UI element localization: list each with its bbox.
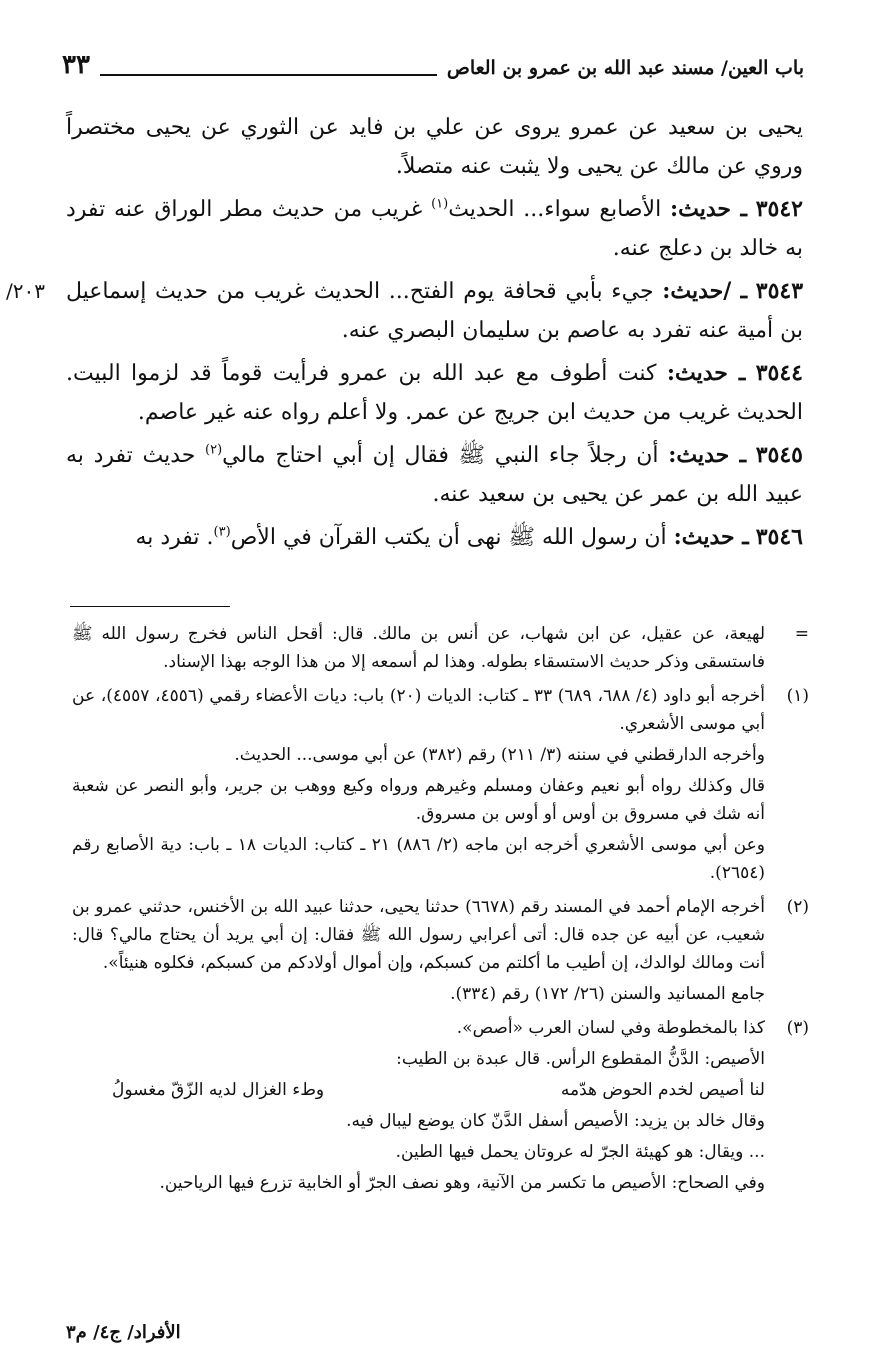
footnote-continuation bbox=[72, 620, 809, 679]
hadith-text: جيء بأبي قحافة يوم الفتح... الحديث غريب من حديث إسماعيل بن أمية عنه تفرد به عاصم بن سليمان البصري عنه. bbox=[66, 279, 803, 343]
footnote-2 bbox=[72, 893, 809, 1011]
footnote-text: لهيعة، عن عقيل، عن ابن شهاب، عن أنس بن مالك. قال: أقحل الناس فخرج رسول الله ﷺ فاستسقى وذكر حديث الاستسقاء بطوله. وهذا لم أسمعه إلا من هذا الوجه بهذا الإسناد. bbox=[72, 624, 765, 672]
footnote-text: وعن أبي موسى الأشعري أخرجه ابن ماجه (٢/ ٨٨٦) ٢١ ـ كتاب: الديات ١٨ ـ باب: دية الأصابع رقم (٢٦٥٤). bbox=[72, 835, 765, 883]
hadith-number: ٣٥٤٥ bbox=[755, 442, 803, 468]
footnote-text: جامع المسانيد والسنن (٢٦/ ١٧٢) رقم (٣٣٤). bbox=[450, 984, 765, 1004]
footnote-ref-1: (١) bbox=[431, 196, 449, 212]
poetry-verse bbox=[72, 1076, 765, 1104]
footnote-1 bbox=[72, 682, 809, 890]
footnote-text: ... ويقال: هو كهيئة الجرّ له عروتان يحمل فيها الطين. bbox=[395, 1142, 765, 1162]
footnotes bbox=[72, 620, 809, 1203]
main-text bbox=[6, 108, 804, 561]
footnote-text: الأصيص: الدَّنُّ المقطوع الرأس. قال عبدة بن الطيب: bbox=[396, 1049, 765, 1069]
verse-second-hemistich: وطء الغزال لديه الزّقّ مغسولُ bbox=[112, 1080, 325, 1100]
footnote-marker: (٢) bbox=[786, 897, 809, 917]
footnote-ref-2: (٢) bbox=[205, 442, 223, 458]
header-rule bbox=[100, 74, 437, 76]
hadith-3546 bbox=[66, 518, 803, 557]
hadith-3544 bbox=[66, 354, 803, 432]
hadith-label: ـ حديث: bbox=[670, 196, 747, 222]
footnote-text: وقال خالد بن يزيد: الأصيص أسفل الدَّنّ كان يوضع ليبال فيه. bbox=[346, 1111, 765, 1131]
signature-mark: الأفراد/ ج٤/ م٣ bbox=[66, 1322, 181, 1343]
footnote-marker: (٣) bbox=[786, 1018, 809, 1038]
hadith-number: ٣٥٤٢ bbox=[755, 196, 803, 222]
hadith-label: ـ حديث: bbox=[668, 442, 747, 468]
margin-folio-note: ٢٠٣/ bbox=[6, 279, 45, 303]
running-header bbox=[62, 38, 804, 78]
hadith-text: أن رجلاً جاء النبي ﷺ فقال إن أبي احتاج مالي bbox=[222, 443, 659, 468]
footnote-text: وفي الصحاح: الأصيص ما تكسر من الآنية، وهو نصف الجرّ أو الخابية تزرع فيها الرياحين. bbox=[159, 1173, 765, 1193]
running-title: باب العين/ مسند عبد الله بن عمرو بن العاص bbox=[446, 57, 804, 79]
verse-first-hemistich: لنا أصيص لخدم الحوض هدّمه bbox=[560, 1080, 765, 1100]
footnote-ref-3: (٣) bbox=[213, 524, 231, 540]
footnote-3 bbox=[72, 1014, 809, 1200]
hadith-text: الأصابع سواء... الحديث bbox=[448, 197, 662, 222]
hadith-3543 bbox=[6, 272, 804, 350]
hadith-text-cont: حديث تفرد به عبيد الله بن عمر عن يحيى بن سعيد عنه. bbox=[66, 443, 803, 507]
footnote-separator bbox=[70, 606, 230, 607]
footnote-text: أخرجه أبو داود (٤/ ٦٨٨، ٦٨٩) ٣٣ ـ كتاب: الديات (٢٠) باب: ديات الأعضاء رقمي (٤٥٥٦، ٤٥٥٧)، عن أبي موسى الأشعري. bbox=[72, 686, 765, 734]
hadith-label: ـ حديث: bbox=[666, 360, 746, 386]
page-number: ٣٣ bbox=[62, 50, 90, 80]
footnote-marker: (١) bbox=[786, 686, 809, 706]
hadith-text-cont: غريب من حديث مطر الوراق عنه تفرد به خالد بن دعلج عنه. bbox=[66, 197, 803, 261]
footnote-marker: = bbox=[794, 624, 809, 644]
footnote-text: أخرجه الإمام أحمد في المسند رقم (٦٦٧٨) حدثنا يحيى، حدثنا عبيد الله بن الأخنس، حدثني عمرو بن شعيب، عن أبيه عن جده قال: أتى أعرابي رسول الله ﷺ فقال: إن أبي يريد أن يحتاج مالي؟ قال: أنت ومالك لوالدك، إن أطيب ما أكلتم من كسبكم، وإن أموال أولادكم من كسبكم، فكلوه هنيئاً». bbox=[72, 897, 765, 973]
hadith-number: ٣٥٤٣ bbox=[755, 278, 804, 304]
hadith-label: ـ حديث: bbox=[673, 524, 749, 550]
footnote-text: قال وكذلك رواه أبو نعيم وعفان ومسلم وغيرهم ورواه وكيع ووهب بن جرير، وأبو النصر عن شعبة أنه شك في مسروق بن أوس أو أوس بن مسروق. bbox=[72, 776, 765, 824]
hadith-number: ٣٥٤٤ bbox=[755, 360, 803, 386]
continuation-paragraph: يحيى بن سعيد عن عمرو يروى عن علي بن فايد عن الثوري عن يحيى مختصراً وروي عن مالك عن يحيى ولا يثبت عنه متصلاً. bbox=[66, 115, 803, 179]
footnote-text: وأخرجه الدارقطني في سننه (٣/ ٢١١) رقم (٣٨٢) عن أبي موسى... الحديث. bbox=[234, 745, 765, 765]
hadith-text: كنت أطوف مع عبد الله بن عمرو فرأيت قوماً قد لزموا البيت. الحديث غريب من حديث ابن جريج عن عمر. ولا أعلم رواه عنه غير عاصم. bbox=[66, 361, 803, 425]
hadith-3545 bbox=[66, 436, 803, 514]
hadith-label: ـ /حديث: bbox=[662, 278, 748, 304]
hadith-text: أن رسول الله ﷺ نهى أن يكتب القرآن في الأص bbox=[230, 525, 667, 550]
hadith-3542 bbox=[66, 190, 803, 268]
footnote-text: كذا بالمخطوطة وفي لسان العرب «أصص». bbox=[456, 1018, 765, 1038]
hadith-number: ٣٥٤٦ bbox=[755, 524, 803, 550]
hadith-text-cont: . تفرد به bbox=[135, 525, 214, 550]
